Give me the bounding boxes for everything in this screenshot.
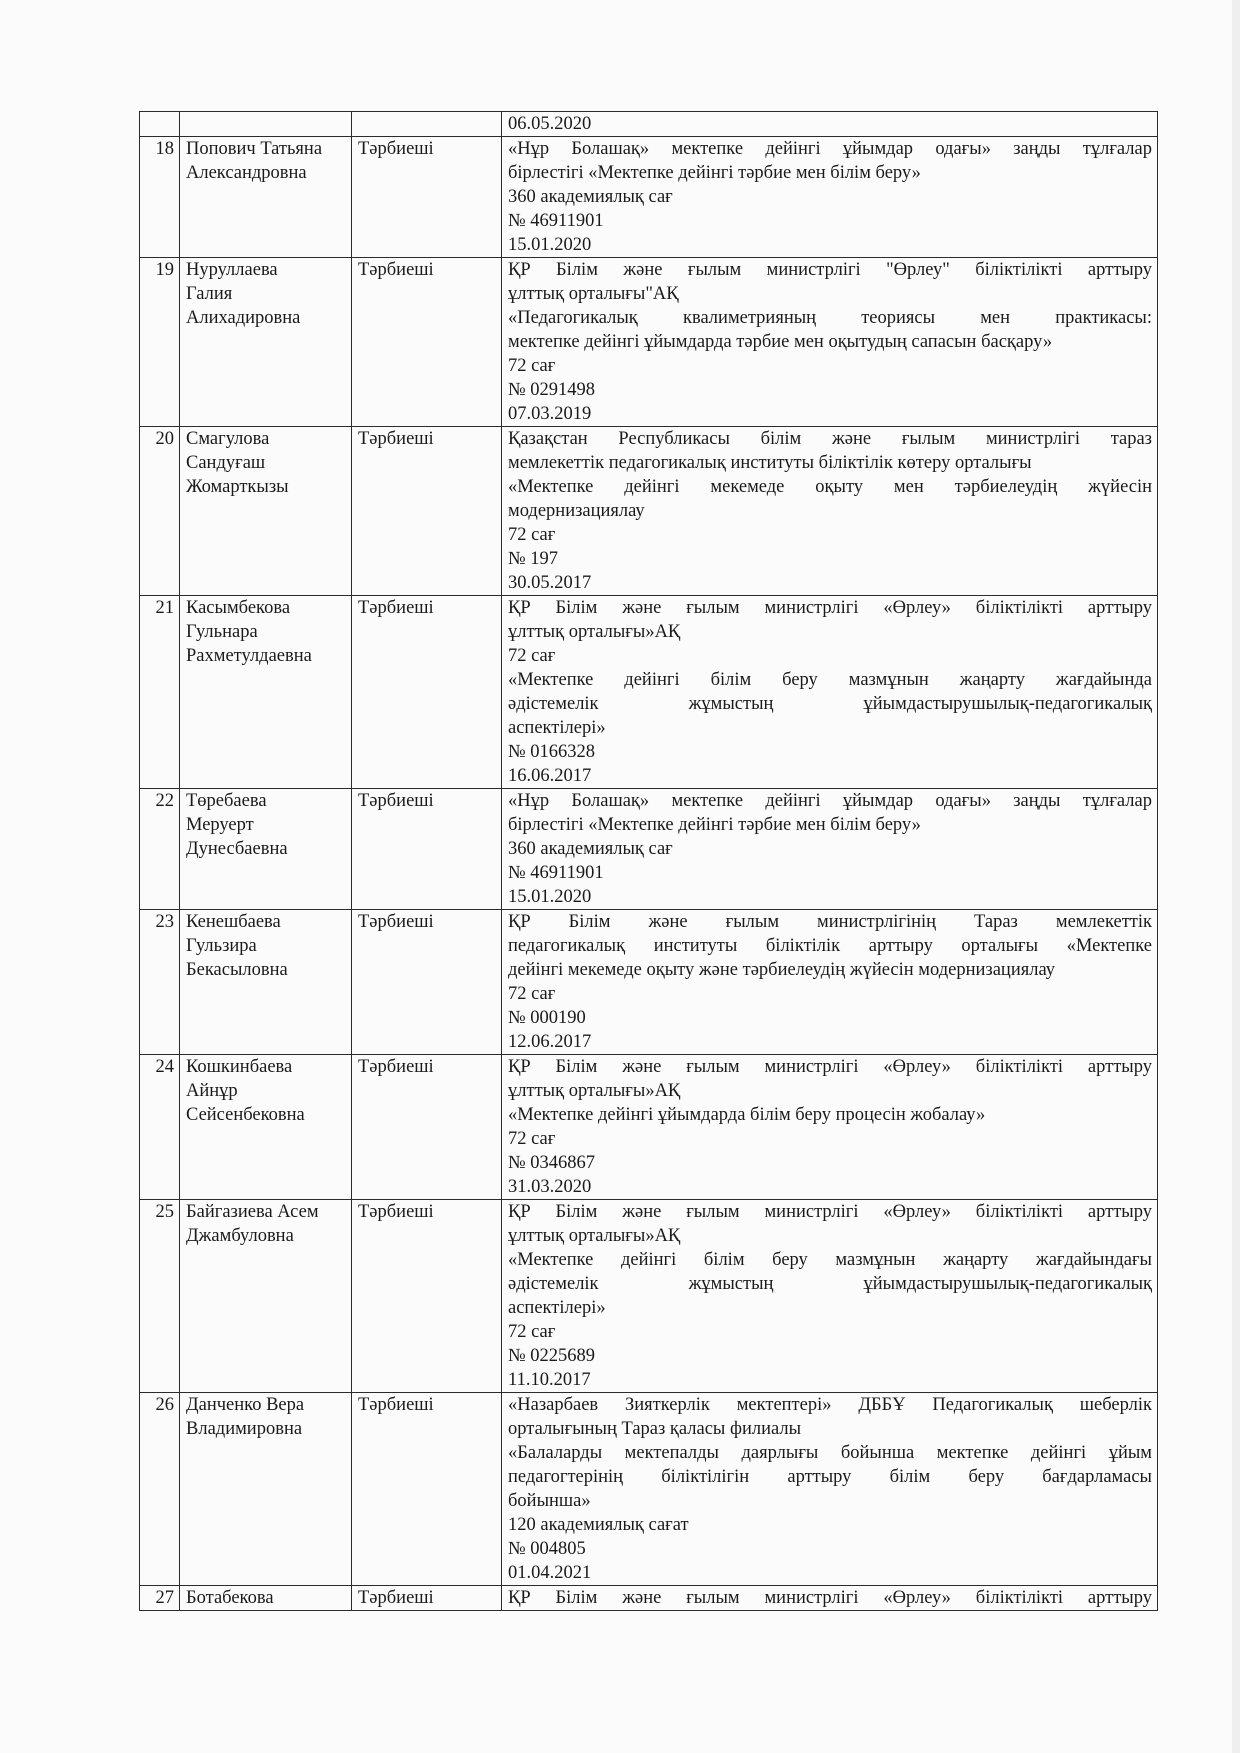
position-cell: Тәрбиеші xyxy=(352,427,502,596)
training-course-cell xyxy=(502,1586,1158,1611)
position-cell: Тәрбиеші xyxy=(352,137,502,258)
training-course-line: 72 сағ xyxy=(508,1322,556,1342)
training-course-line: 72 сағ xyxy=(508,525,556,545)
training-course-line: ұлттық орталығы"АҚ xyxy=(508,284,679,304)
row-number xyxy=(140,112,180,137)
full-name-line: Кенешбаева xyxy=(186,912,281,932)
training-course-line: дейінгі мекемеде оқыту және тәрбиелеудің жүйесін модернизациялау xyxy=(508,960,1055,980)
training-course-line: № 000190 xyxy=(508,1008,586,1028)
staff-qualification-table xyxy=(139,111,1158,1611)
full-name-cell xyxy=(180,427,352,596)
table-row xyxy=(140,1393,1158,1586)
training-course-line: 15.01.2020 xyxy=(508,235,592,255)
full-name-line: Меруерт xyxy=(186,815,254,835)
training-course-line: мектепке дейінгі ұйымдарда тәрбие мен оқытудың сапасын басқару» xyxy=(508,332,1053,352)
table-row xyxy=(140,1200,1158,1393)
training-course-line: бірлестігі «Мектепке дейінгі тәрбие мен білім беру» xyxy=(508,815,921,835)
training-course-cell xyxy=(502,1200,1158,1393)
training-course-line: «Назарбаев Зияткерлік мектептері» ДББҰ Педагогикалық шеберлік xyxy=(508,1395,1152,1415)
row-number: 24 xyxy=(140,1055,180,1200)
position-cell: Тәрбиеші xyxy=(352,258,502,427)
position-cell: Тәрбиеші xyxy=(352,910,502,1055)
full-name-cell xyxy=(180,910,352,1055)
full-name-line: Ботабекова xyxy=(186,1588,274,1608)
training-course-cell xyxy=(502,112,1158,137)
training-course-line: 360 академиялық сағ xyxy=(508,187,673,207)
training-course-line: бірлестігі «Мектепке дейінгі тәрбие мен білім беру» xyxy=(508,163,921,183)
training-course-line: 30.05.2017 xyxy=(508,573,592,593)
full-name-line: Жомарткызы xyxy=(186,477,289,497)
training-course-cell xyxy=(502,596,1158,789)
training-course-line: орталығының Тараз қаласы филиалы xyxy=(508,1419,802,1439)
full-name-cell xyxy=(180,596,352,789)
table-row xyxy=(140,789,1158,910)
table-body xyxy=(140,112,1158,1611)
training-course-line: 15.01.2020 xyxy=(508,887,592,907)
row-number: 26 xyxy=(140,1393,180,1586)
training-course-line: № 0346867 xyxy=(508,1153,596,1173)
full-name-line: Кошкинбаева xyxy=(186,1057,293,1077)
full-name-line: Данченко Вера xyxy=(186,1395,305,1415)
table-row xyxy=(140,137,1158,258)
row-number: 22 xyxy=(140,789,180,910)
full-name-line: Айнұр xyxy=(186,1081,238,1101)
full-name-line: Гульзира xyxy=(186,936,257,956)
position-cell: Тәрбиеші xyxy=(352,1055,502,1200)
full-name-line: Касымбекова xyxy=(186,598,291,618)
training-course-line: № 0291498 xyxy=(508,380,596,400)
position-cell: Тәрбиеші xyxy=(352,596,502,789)
training-course-cell xyxy=(502,789,1158,910)
training-course-line: 120 академиялық сағат xyxy=(508,1515,689,1535)
position-cell: Тәрбиеші xyxy=(352,1393,502,1586)
training-course-line: 01.04.2021 xyxy=(508,1563,592,1583)
training-course-line: педагогтерінің біліктілігін арттыру білім беру бағдарламасы xyxy=(508,1467,1152,1487)
full-name-line: Владимировна xyxy=(186,1419,303,1439)
training-course-cell xyxy=(502,427,1158,596)
table-row xyxy=(140,1586,1158,1611)
table-row xyxy=(140,258,1158,427)
training-course-line: № 0225689 xyxy=(508,1346,596,1366)
training-course-line: аспектілері» xyxy=(508,1298,606,1318)
full-name-line: Сандуғаш xyxy=(186,453,266,473)
training-course-line: мемлекеттік педагогикалық институты біліктілік көтеру орталығы xyxy=(508,453,1032,473)
table-row xyxy=(140,596,1158,789)
full-name-line: Александровна xyxy=(186,163,307,183)
training-course-line: № 197 xyxy=(508,549,559,569)
training-course-line: ұлттық орталығы»АҚ xyxy=(508,622,681,642)
training-course-cell xyxy=(502,258,1158,427)
training-course-cell xyxy=(502,1393,1158,1586)
position-cell: Тәрбиеші xyxy=(352,1586,502,1611)
full-name-line: Галия xyxy=(186,284,233,304)
full-name-cell xyxy=(180,789,352,910)
full-name-line: Нуруллаева xyxy=(186,260,278,280)
training-course-line: 72 сағ xyxy=(508,1129,556,1149)
full-name-cell xyxy=(180,112,352,137)
training-course-line: «Нұр Болашақ» мектепке дейінгі ұйымдар одағы» заңды тұлғалар xyxy=(508,791,1152,811)
training-course-line: ҚР Білім және ғылым министрлігінің Тараз мемлекеттік xyxy=(508,912,1152,932)
full-name-line: Джамбуловна xyxy=(186,1226,294,1246)
training-course-line: № 46911901 xyxy=(508,211,604,231)
training-course-line: № 0166328 xyxy=(508,742,596,762)
training-course-line: «Балаларды мектепалды даярлығы бойынша мектепке дейінгі ұйым xyxy=(508,1443,1152,1463)
full-name-line: Сейсенбековна xyxy=(186,1105,305,1125)
training-course-line: бойынша» xyxy=(508,1491,591,1511)
row-number: 21 xyxy=(140,596,180,789)
training-course-line: «Мектепке дейінгі ұйымдарда білім беру процесін жобалау» xyxy=(508,1105,986,1125)
training-course-line: әдістемелік жұмыстың ұйымдастырушылық-педагогикалық xyxy=(508,694,1152,714)
row-number: 20 xyxy=(140,427,180,596)
training-course-cell xyxy=(502,910,1158,1055)
training-course-line: 11.10.2017 xyxy=(508,1370,591,1390)
scan-edge xyxy=(1232,0,1240,1753)
training-course-line: «Педагогикалық квалиметрияның теориясы мен практикасы: xyxy=(508,308,1152,328)
full-name-line: Попович Татьяна xyxy=(186,139,323,159)
training-course-line: модернизациялау xyxy=(508,501,645,521)
table-row xyxy=(140,427,1158,596)
position-cell xyxy=(352,112,502,137)
full-name-line: Төребаева xyxy=(186,791,267,811)
full-name-line: Гульнара xyxy=(186,622,258,642)
table-row xyxy=(140,910,1158,1055)
training-course-line: 72 сағ xyxy=(508,356,556,376)
training-course-line: ұлттық орталығы»АҚ xyxy=(508,1226,681,1246)
training-course-cell xyxy=(502,1055,1158,1200)
training-course-line: 12.06.2017 xyxy=(508,1032,592,1052)
training-course-line: педагогикалық институты біліктілік арттыру орталығы «Мектепке xyxy=(508,936,1152,956)
full-name-line: Алихадировна xyxy=(186,308,301,328)
position-cell: Тәрбиеші xyxy=(352,789,502,910)
training-course-line: ұлттық орталығы»АҚ xyxy=(508,1081,681,1101)
full-name-line: Байгазиева Асем xyxy=(186,1202,319,1222)
training-course-line: «Мектепке дейінгі білім беру мазмұнын жаңарту жағдайында xyxy=(508,670,1152,690)
training-course-line: 16.06.2017 xyxy=(508,766,592,786)
full-name-cell xyxy=(180,1393,352,1586)
full-name-cell xyxy=(180,1200,352,1393)
full-name-line: Рахметулдаевна xyxy=(186,646,312,666)
training-course-line: «Мектепке дейінгі білім беру мазмұнын жаңарту жағдайындағы xyxy=(508,1250,1152,1270)
row-number: 27 xyxy=(140,1586,180,1611)
training-course-line: әдістемелік жұмыстың ұйымдастырушылық-педагогикалық xyxy=(508,1274,1152,1294)
table-row xyxy=(140,1055,1158,1200)
full-name-cell xyxy=(180,137,352,258)
training-course-line: 07.03.2019 xyxy=(508,404,592,424)
table-row xyxy=(140,112,1158,137)
row-number: 23 xyxy=(140,910,180,1055)
row-number: 18 xyxy=(140,137,180,258)
training-course-line: аспектілері» xyxy=(508,718,606,738)
training-course-line: 72 сағ xyxy=(508,984,556,1004)
full-name-line: Бекасыловна xyxy=(186,960,288,980)
training-course-line: 31.03.2020 xyxy=(508,1177,592,1197)
row-number: 19 xyxy=(140,258,180,427)
full-name-cell xyxy=(180,1055,352,1200)
training-course-line: ҚР Білім және ғылым министрлігі «Өрлеу» біліктілікті арттыру xyxy=(508,1202,1152,1222)
full-name-line: Дунесбаевна xyxy=(186,839,288,859)
full-name-cell xyxy=(180,258,352,427)
training-course-line: 06.05.2020 xyxy=(508,114,592,134)
row-number: 25 xyxy=(140,1200,180,1393)
training-course-line: 360 академиялық сағ xyxy=(508,839,673,859)
training-course-line: ҚР Білім және ғылым министрлігі «Өрлеу» біліктілікті арттыру xyxy=(508,1057,1152,1077)
training-course-line: «Нұр Болашақ» мектепке дейінгі ұйымдар одағы» заңды тұлғалар xyxy=(508,139,1152,159)
training-course-line: ҚР Білім және ғылым министрлігі «Өрлеу» біліктілікті арттыру xyxy=(508,1588,1152,1608)
full-name-line: Смагулова xyxy=(186,429,270,449)
training-course-cell xyxy=(502,137,1158,258)
position-cell: Тәрбиеші xyxy=(352,1200,502,1393)
training-course-line: № 004805 xyxy=(508,1539,586,1559)
training-course-line: «Мектепке дейінгі мекемеде оқыту мен тәрбиелеудің жүйесін xyxy=(508,477,1152,497)
training-course-line: № 46911901 xyxy=(508,863,604,883)
full-name-cell xyxy=(180,1586,352,1611)
training-course-line: ҚР Білім және ғылым министрлігі "Өрлеу" біліктілікті арттыру xyxy=(508,260,1152,280)
training-course-line: ҚР Білім және ғылым министрлігі «Өрлеу» біліктілікті арттыру xyxy=(508,598,1152,618)
training-course-line: Қазақстан Республикасы білім және ғылым министрлігі тараз xyxy=(508,429,1152,449)
training-course-line: 72 сағ xyxy=(508,646,556,666)
